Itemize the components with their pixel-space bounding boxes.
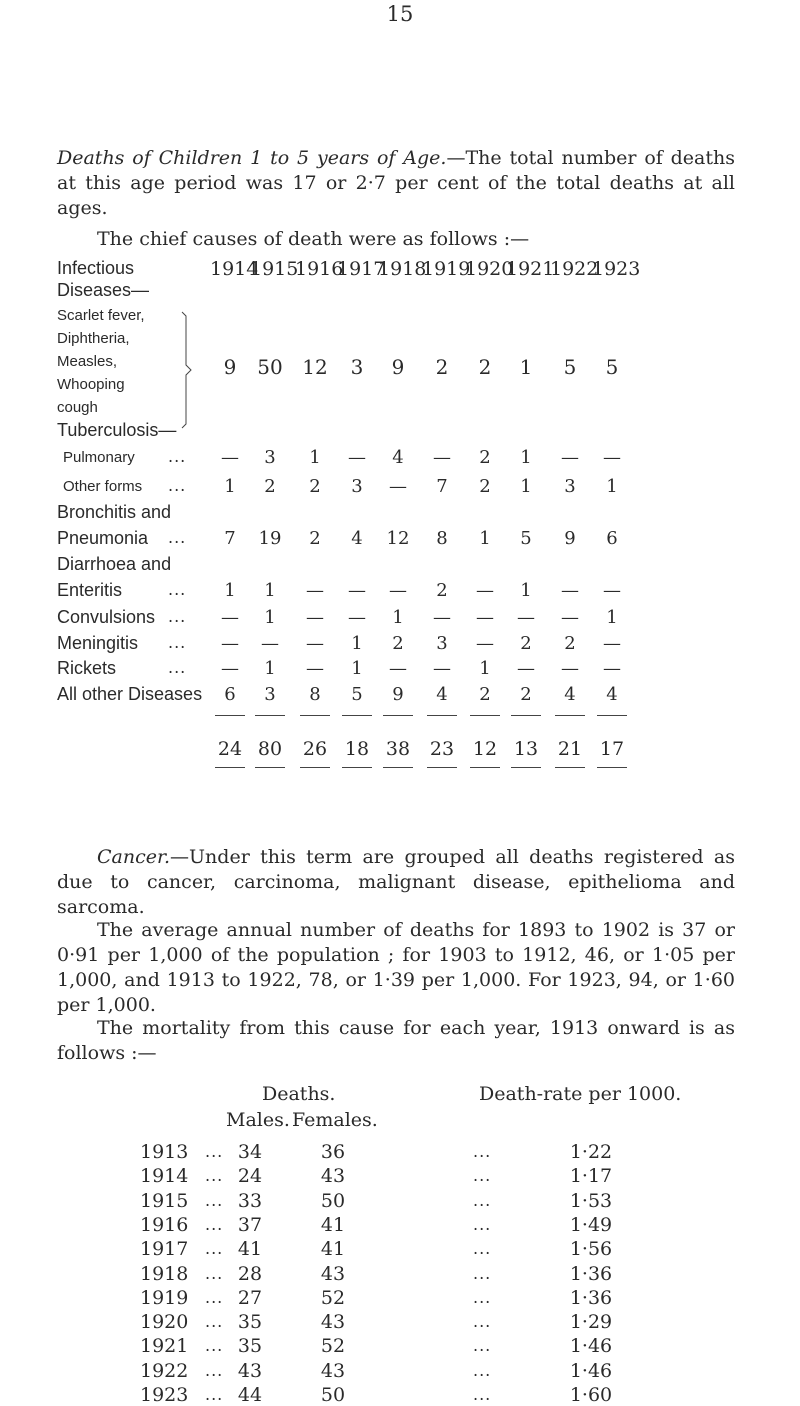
cause-value: 2 (309, 528, 321, 549)
year-header: 1923 (592, 258, 641, 280)
cause-value: — (389, 658, 407, 679)
cause-value: 2 (479, 447, 491, 468)
mortality-dots: ... (473, 1190, 492, 1210)
cause-value: 1 (520, 476, 532, 497)
cause-value: 9 (392, 684, 404, 705)
cause-value: 5 (520, 528, 532, 549)
total-rule (300, 767, 330, 768)
sum-rule (470, 715, 500, 716)
infectious-label: Measles, (57, 353, 118, 370)
females-header: Females. (292, 1109, 378, 1131)
mortality-year: 1913 (140, 1141, 189, 1163)
total-value: 80 (257, 738, 283, 760)
cause-value: 1 (264, 607, 276, 628)
year-header: 1919 (422, 258, 471, 280)
row-dots: ... (168, 447, 187, 466)
mortality-year: 1915 (140, 1189, 189, 1212)
mortality-dots: ... (473, 1142, 492, 1161)
total-rule (215, 767, 245, 768)
mortality-dots: ... (205, 1190, 224, 1210)
infectious-value: 5 (563, 355, 577, 379)
total-value: 26 (302, 738, 328, 760)
total-value: 24 (217, 738, 243, 760)
total-rule (427, 767, 457, 768)
infectious-value: 3 (350, 355, 364, 379)
mortality-rate: 1·60 (569, 1384, 613, 1406)
mortality-dots: ... (205, 1214, 224, 1234)
row-label: Enteritis (57, 580, 123, 600)
mortality-year: 1922 (140, 1359, 189, 1382)
year-header: 1916 (295, 258, 344, 280)
cancer-title: Cancer. (97, 846, 171, 868)
mortality-females: 52 (320, 1286, 346, 1309)
cause-value: 1 (606, 476, 618, 497)
cause-value: 1 (520, 580, 532, 601)
cause-value: 1 (351, 658, 363, 679)
sum-rule (300, 715, 330, 716)
cause-value: — (561, 607, 579, 628)
cause-value: — (433, 658, 451, 679)
mortality-males: 28 (237, 1262, 263, 1285)
mortality-dots: ... (205, 1263, 224, 1283)
total-value: 13 (513, 738, 539, 760)
cause-value: 2 (520, 633, 532, 654)
page-number: 15 (386, 2, 414, 26)
cause-value: 3 (264, 447, 276, 468)
cause-value: 1 (479, 528, 491, 549)
mortality-dots: ... (473, 1214, 492, 1234)
cause-value: 8 (436, 528, 448, 549)
cause-value: 1 (264, 658, 276, 679)
row-dots: ... (168, 528, 187, 547)
row-dots: ... (168, 658, 187, 677)
mortality-dots: ... (473, 1287, 492, 1307)
cause-value: — (221, 633, 239, 654)
cause-value: 7 (224, 528, 236, 549)
cause-value: 2 (309, 476, 321, 497)
row-label: Pneumonia (57, 528, 149, 548)
cause-value: — (221, 658, 239, 679)
cause-value: — (476, 633, 494, 654)
total-value: 23 (429, 738, 455, 760)
cause-value: 5 (351, 684, 363, 705)
cause-value: 6 (606, 528, 618, 549)
mortality-dots: ... (205, 1239, 224, 1259)
cause-value: — (561, 658, 579, 679)
total-rule (342, 767, 372, 768)
cause-value: 1 (351, 633, 363, 654)
average-paragraph: The average annual number of deaths for 1893 to 1902 is 37 or 0·91 per 1,000 of the population ; for 1903 to 1912, 46, or 1·05 per 1,000, and 1913 to 1922, 78, or 1·39 per 1,000. For 1923, 94, or 1·60 per 1,000. (57, 919, 735, 1016)
mortality-dots: ... (205, 1166, 224, 1186)
cause-value: — (517, 658, 535, 679)
intro-paragraph (57, 146, 735, 221)
chief-causes-intro: The chief causes of death were as follows :— (97, 228, 530, 250)
row-label: Meningitis (57, 633, 139, 653)
mortality-males: 35 (237, 1311, 263, 1334)
cause-value: — (603, 658, 621, 679)
mortality-rate: 1·17 (569, 1165, 613, 1188)
mortality-rate: 1·53 (569, 1189, 613, 1212)
cancer-paragraph (57, 845, 735, 920)
mortality-dots: ... (473, 1360, 492, 1380)
mortality-females: 41 (320, 1238, 346, 1261)
total-rule (555, 767, 585, 768)
cause-value: 12 (386, 528, 410, 549)
infectious-label: Diphtheria, (57, 330, 130, 347)
mortality-intro: The mortality from this cause for each year, 1913 onward is as follows :— (57, 1017, 735, 1064)
row-dots: ... (168, 607, 187, 626)
cause-value: — (306, 607, 324, 628)
header-label-infectious: Infectious (57, 258, 135, 278)
mortality-year: 1919 (140, 1286, 189, 1309)
year-header: 1921 (506, 258, 555, 280)
mortality-males: 41 (237, 1238, 263, 1261)
mortality-rate: 1·46 (569, 1335, 613, 1358)
mortality-dots: ... (473, 1239, 492, 1259)
row-label: Other forms (63, 478, 143, 495)
row-label: Pulmonary (63, 449, 135, 466)
mortality-year: 1917 (140, 1238, 189, 1261)
cause-value: 2 (479, 476, 491, 497)
cause-value: — (348, 447, 366, 468)
year-header: 1915 (250, 258, 299, 280)
row-label: Rickets (57, 658, 117, 678)
sum-rule (342, 715, 372, 716)
mortality-females: 36 (320, 1141, 346, 1163)
cause-value: 9 (564, 528, 576, 549)
cause-value: 2 (264, 476, 276, 497)
cause-value: — (348, 580, 366, 601)
mortality-rate: 1·36 (569, 1286, 613, 1309)
total-rule (255, 767, 285, 768)
sum-rule (555, 715, 585, 716)
cause-value: — (476, 607, 494, 628)
cause-value: 4 (392, 447, 404, 468)
cancer-text: —Under this term are grouped all deaths registered as due to cancer, carcinoma, malignant disease, epithelioma and sarcoma. (57, 846, 735, 918)
cause-value: 2 (479, 684, 491, 705)
cause-value: 6 (224, 684, 236, 705)
mortality-dots: ... (205, 1336, 224, 1356)
mortality-year: 1921 (140, 1335, 189, 1358)
mortality-males: 27 (237, 1286, 263, 1309)
year-header: 1922 (550, 258, 599, 280)
cause-value: 2 (436, 580, 448, 601)
cause-value: 19 (258, 528, 282, 549)
infectious-value: 5 (605, 355, 619, 379)
cause-value: 3 (436, 633, 448, 654)
mortality-males: 24 (237, 1165, 263, 1188)
total-value: 12 (472, 738, 498, 760)
cause-value: 1 (520, 447, 532, 468)
cause-value: 2 (392, 633, 404, 654)
header-label-diseases: Diseases— (57, 280, 150, 300)
sum-rule (383, 715, 413, 716)
mortality-rate: 1·36 (569, 1262, 613, 1285)
cause-value: — (561, 580, 579, 601)
mortality-dots: ... (205, 1312, 224, 1332)
row-label-pre: Diarrhoea and (57, 554, 172, 574)
year-header: 1918 (378, 258, 427, 280)
tuberculosis-heading: Tuberculosis— (57, 420, 177, 440)
row-label-pre: Bronchitis and (57, 502, 172, 522)
cause-value: 1 (224, 476, 236, 497)
cause-value: — (603, 580, 621, 601)
mortality-rate: 1·22 (569, 1141, 613, 1163)
mortality-males: 35 (237, 1335, 263, 1358)
mortality-rate: 1·56 (569, 1238, 613, 1261)
row-dots: ... (168, 476, 187, 495)
cause-value: 4 (351, 528, 363, 549)
mortality-dots: ... (473, 1312, 492, 1332)
mortality-year: 1920 (140, 1311, 189, 1334)
cause-value: 1 (392, 607, 404, 628)
total-value: 17 (599, 738, 625, 760)
row-dots: ... (168, 633, 187, 652)
cause-value: — (517, 607, 535, 628)
cause-value: — (603, 633, 621, 654)
mortality-females: 50 (320, 1384, 346, 1406)
cause-value: — (306, 658, 324, 679)
males-header: Males. (226, 1109, 290, 1131)
cause-value: — (389, 476, 407, 497)
cause-value: — (261, 633, 279, 654)
mortality-females: 43 (320, 1311, 346, 1334)
cause-value: — (603, 447, 621, 468)
mortality-males: 44 (237, 1384, 263, 1406)
brace-icon (180, 310, 194, 430)
cause-value: 2 (520, 684, 532, 705)
infectious-value: 50 (257, 355, 283, 379)
mortality-females: 43 (320, 1165, 346, 1188)
row-label: All other Diseases (57, 684, 203, 704)
cause-value: 1 (264, 580, 276, 601)
cause-value: 1 (479, 658, 491, 679)
cause-value: 7 (436, 476, 448, 497)
sum-rule (255, 715, 285, 716)
mortality-dots: ... (205, 1142, 224, 1161)
cause-value: — (306, 580, 324, 601)
cause-value: 1 (309, 447, 321, 468)
cause-value: 4 (436, 684, 448, 705)
mortality-year: 1914 (140, 1165, 189, 1188)
mortality-females: 41 (320, 1213, 346, 1236)
cause-value: — (306, 633, 324, 654)
sum-rule (215, 715, 245, 716)
infectious-label: Scarlet fever, (57, 307, 145, 324)
mortality-rate: 1·46 (569, 1359, 613, 1382)
mortality-males: 33 (237, 1189, 263, 1212)
infectious-value: 2 (478, 355, 492, 379)
cause-value: — (389, 580, 407, 601)
intro-title: Deaths of Children 1 to 5 years of Age. (57, 147, 447, 169)
total-value: 21 (557, 738, 583, 760)
mortality-rate: 1·49 (569, 1213, 613, 1236)
year-header: 1914 (210, 258, 259, 280)
mortality-males: 37 (237, 1213, 263, 1236)
cause-value: 1 (224, 580, 236, 601)
mortality-dots: ... (205, 1360, 224, 1380)
total-value: 18 (344, 738, 370, 760)
cause-value: — (221, 447, 239, 468)
row-dots: ... (168, 580, 187, 599)
cause-value: — (221, 607, 239, 628)
total-rule (597, 767, 627, 768)
infectious-value: 9 (391, 355, 405, 379)
cause-value: 3 (264, 684, 276, 705)
intro-text: —The total number of deaths at this age period was 17 or 2·7 per cent of the total deaths at all ages. (57, 147, 736, 219)
cause-value: — (476, 580, 494, 601)
year-header: 1920 (465, 258, 514, 280)
mortality-females: 52 (320, 1335, 346, 1358)
mortality-females: 43 (320, 1359, 346, 1382)
mortality-year: 1916 (140, 1213, 189, 1236)
year-header: 1917 (337, 258, 386, 280)
deaths-header: Deaths. (262, 1083, 336, 1105)
mortality-males: 34 (237, 1141, 263, 1163)
cause-value: 8 (309, 684, 321, 705)
infectious-label: cough (57, 399, 98, 416)
cause-value: 1 (606, 607, 618, 628)
mortality-dots: ... (473, 1385, 492, 1404)
cause-value: 4 (606, 684, 618, 705)
mortality-rate: 1·29 (569, 1311, 613, 1334)
infectious-value: 9 (223, 355, 237, 379)
mortality-dots: ... (473, 1166, 492, 1186)
sum-rule (597, 715, 627, 716)
infectious-value: 12 (302, 355, 328, 379)
mortality-dots: ... (205, 1287, 224, 1307)
cause-value: — (348, 607, 366, 628)
mortality-females: 50 (320, 1189, 346, 1212)
cause-value: 3 (351, 476, 363, 497)
cause-value: 3 (564, 476, 576, 497)
mortality-year: 1918 (140, 1262, 189, 1285)
mortality-dots: ... (473, 1263, 492, 1283)
mortality-dots: ... (205, 1385, 224, 1404)
row-label: Convulsions (57, 607, 156, 627)
cause-value: 2 (564, 633, 576, 654)
sum-rule (427, 715, 457, 716)
sum-rule (511, 715, 541, 716)
cause-value: 4 (564, 684, 576, 705)
mortality-males: 43 (237, 1359, 263, 1382)
rate-header: Death-rate per 1000. (479, 1083, 682, 1105)
mortality-year: 1923 (140, 1384, 189, 1406)
infectious-label: Whooping (57, 376, 125, 393)
cause-value: — (433, 447, 451, 468)
infectious-value: 2 (435, 355, 449, 379)
total-value: 38 (385, 738, 411, 760)
cause-value: — (433, 607, 451, 628)
mortality-females: 43 (320, 1262, 346, 1285)
total-rule (470, 767, 500, 768)
mortality-dots: ... (473, 1336, 492, 1356)
infectious-value: 1 (519, 355, 533, 379)
cause-value: — (561, 447, 579, 468)
total-rule (511, 767, 541, 768)
total-rule (383, 767, 413, 768)
